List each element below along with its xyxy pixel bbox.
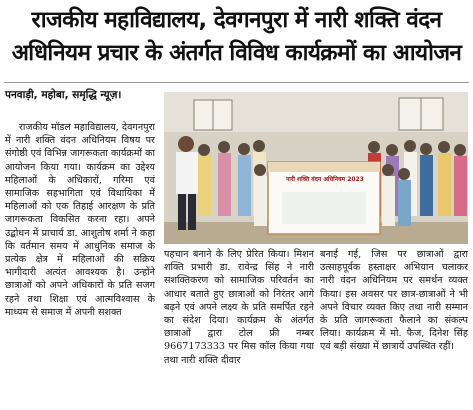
headline (6, 4, 467, 70)
article-column-1 (5, 121, 155, 407)
article-column-3 (320, 248, 468, 408)
headline-divider (4, 82, 469, 83)
headline-line-1: राजकीय महाविद्यालय, देवगनपुरा में नारी शक्ति वंदन (31, 7, 442, 33)
article-column-2 (164, 248, 314, 408)
headline-line-2: अधिनियम प्रचार के अंतर्गत विविध कार्यक्रमों का आयोजन (11, 40, 462, 66)
event-photo (164, 92, 468, 244)
column-2-text: पहचान बनाने के लिए प्रेरित किया। मिशन शक्ति प्रभारी डा. रावेन्द्र सिंह ने नारी सशक्तिकरण को सामाजिक परिवर्तन का आधार बताते हुए छात्राओं को निरंतर आगे बढ़ने एवं अपने लक्ष्य के प्रति समर्पित रहने का संदेश दिया। कार्यक्रम के अंतर्गत छात्राओं द्वारा टोल फ्री नम्बर 9667173333 पर मिस कॉल किया गया तथा नारी शक्ति दीवार (164, 249, 314, 366)
photo-banner-caption: नारी शक्ति वंदन अधिनियम 2023 (286, 176, 364, 183)
column-1-text: राजकीय मॉडल महाविद्यालय, देवगनपुरा में नारी शक्ति वंदन अधिनियम विषय पर संगोष्ठी एवं विभिन्न जागरूकता कार्यक्रमों का आयोजन किया गया। कार्यक्रम का उद्देश्य महिलाओं के अधिकारों, गरिमा एवं सामाजिक सहभागिता एवं विधायिका में महिलाओं को एक तिहाई आरक्षण के प्रति जागरूकता विकसित करना रहा। अपने उद्बोधन में प्राचार्य डा. आशुतोष शर्मा ने कहा कि वर्तमान समय में आधुनिक समाज के प्रत्येक क्षेत्र में महिलाओं की सक्रिय भागीदारी अत्यंत आवश्यक है। उन्होंने छात्राओं को अपने अधिकारों के प्रति सजग रहने तथा शिक्षा एवं आत्मविश्वास के माध्यम से समाज में अपनी सशक्त (5, 122, 155, 318)
column-3-text: बनाई गई, जिस पर छात्राओं द्वारा उत्साहपूर्वक हस्ताक्षर अभियान चलाकर नारी वंदन अधिनियम पर समर्थन व्यक्त किया। इस अवसर पर छात्र-छात्राओं ने भी अपने विचार व्यक्त किए तथा नारी सम्मान के प्रति जागरूकता फैलाने का संकल्प लिया। कार्यक्रम में मो. फैज, दिनेश सिंह एवं बड़ी संख्या में छात्रायें उपस्थित रहीं। (320, 249, 468, 353)
dateline: पनवाड़ी, महोबा, समृद्धि न्यूज़। (5, 89, 122, 101)
